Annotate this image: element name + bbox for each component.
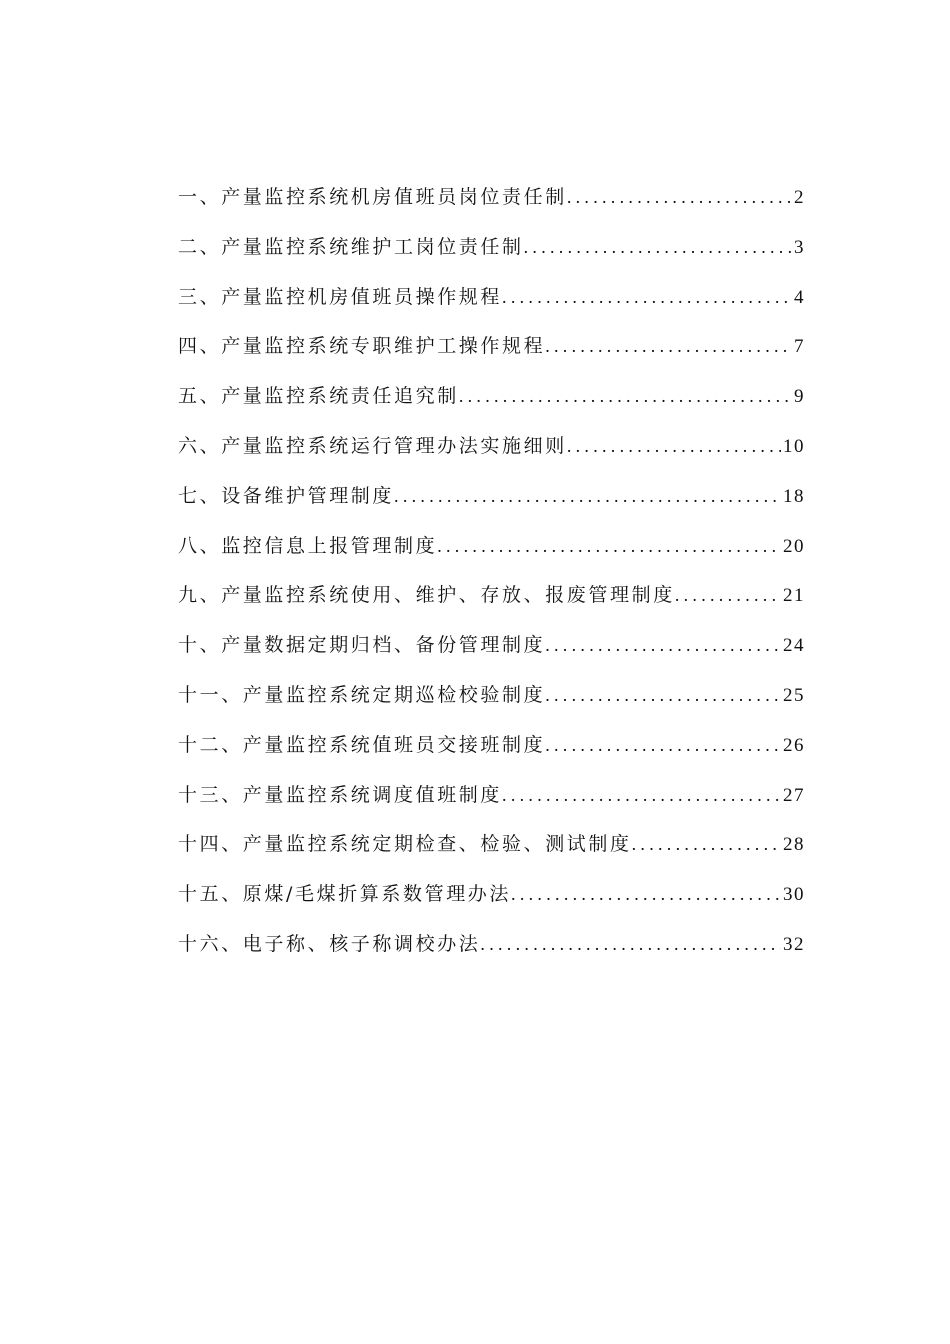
toc-entry-page: 30 <box>783 884 805 906</box>
toc-dot-leader <box>524 229 792 265</box>
toc-entry-title: 一、产量监控系统机房值班员岗位责任制 <box>178 186 567 208</box>
toc-entry[interactable] <box>178 727 805 777</box>
toc-entry[interactable] <box>178 478 805 528</box>
toc-entry-title: 十五、原煤/毛煤折算系数管理办法 <box>178 883 512 906</box>
toc-entry-title: 八、监控信息上报管理制度 <box>178 534 438 557</box>
toc-entry[interactable] <box>178 279 805 329</box>
toc-entry-title: 四、产量监控系统专职维护工操作规程 <box>178 335 546 358</box>
toc-dot-leader <box>480 926 781 962</box>
toc-entry[interactable] <box>178 577 805 627</box>
toc-entry-page: 10 <box>783 435 805 457</box>
toc-entry-title: 二、产量监控系统维护工岗位责任制 <box>178 235 524 258</box>
toc-entry-page: 18 <box>783 485 805 507</box>
toc-entry-page: 25 <box>783 684 805 706</box>
table-of-contents <box>178 179 805 976</box>
toc-entry-title: 七、设备维护管理制度 <box>178 484 395 507</box>
toc-entry-title: 三、产量监控机房值班员操作规程 <box>178 285 503 308</box>
toc-entry-page: 4 <box>794 286 805 308</box>
toc-dot-leader <box>394 478 781 514</box>
toc-entry[interactable] <box>178 229 805 279</box>
toc-entry-page: 9 <box>794 386 805 408</box>
toc-entry[interactable] <box>178 328 805 378</box>
toc-entry-page: 32 <box>783 933 805 955</box>
toc-entry-title: 九、产量监控系统使用、维护、存放、报废管理制度 <box>178 584 675 607</box>
toc-entry-title: 十二、产量监控系统值班员交接班制度 <box>178 733 546 756</box>
toc-entry[interactable] <box>178 826 805 876</box>
toc-entry-page: 3 <box>794 236 805 258</box>
toc-dot-leader <box>502 777 781 813</box>
toc-dot-leader <box>632 826 781 862</box>
toc-entry-page: 21 <box>783 585 805 607</box>
toc-entry-page: 7 <box>794 336 805 358</box>
toc-entry[interactable] <box>178 677 805 727</box>
toc-entry-title: 十、产量数据定期归档、备份管理制度 <box>178 634 546 657</box>
toc-entry-title: 五、产量监控系统责任追究制 <box>178 385 459 408</box>
toc-entry[interactable] <box>178 777 805 827</box>
toc-dot-leader <box>511 876 781 912</box>
toc-entry-page: 2 <box>794 187 805 208</box>
toc-entry[interactable] <box>178 876 805 926</box>
toc-dot-leader <box>567 179 792 215</box>
toc-entry-page: 28 <box>783 834 805 856</box>
toc-entry[interactable] <box>178 428 805 478</box>
toc-entry[interactable] <box>178 528 805 578</box>
toc-dot-leader <box>545 627 781 663</box>
toc-dot-leader <box>675 577 781 613</box>
toc-entry-title: 十四、产量监控系统定期检查、检验、测试制度 <box>178 833 632 856</box>
toc-dot-leader <box>437 528 781 564</box>
toc-dot-leader <box>502 279 792 315</box>
toc-entry-page: 27 <box>783 784 805 806</box>
toc-dot-leader <box>567 428 781 464</box>
toc-entry-title: 十三、产量监控系统调度值班制度 <box>178 783 503 806</box>
toc-entry-title: 十六、电子称、核子称调校办法 <box>178 932 481 955</box>
toc-dot-leader <box>459 378 792 414</box>
toc-entry[interactable] <box>178 627 805 677</box>
toc-dot-leader <box>545 328 792 364</box>
toc-entry[interactable] <box>178 179 805 229</box>
toc-dot-leader <box>545 727 781 763</box>
toc-entry[interactable] <box>178 378 805 428</box>
toc-entry-title: 十一、产量监控系统定期巡检校验制度 <box>178 683 546 706</box>
toc-entry-page: 20 <box>783 535 805 557</box>
toc-entry[interactable] <box>178 926 805 976</box>
toc-entry-title: 六、产量监控系统运行管理办法实施细则 <box>178 434 567 457</box>
toc-dot-leader <box>545 677 781 713</box>
toc-entry-page: 24 <box>783 635 805 657</box>
toc-entry-page: 26 <box>783 734 805 756</box>
